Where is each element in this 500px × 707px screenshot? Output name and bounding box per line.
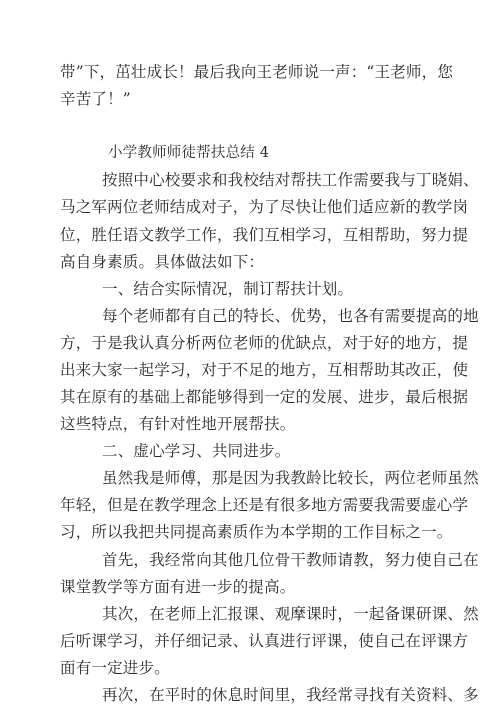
body-line-15: 首先，我经常向其他几位骨干教师请教，努力使自己在 xyxy=(102,551,479,569)
intro-line-2: 辛苦了！” xyxy=(60,90,131,108)
body-line-7: 方，于是我认真分析两位老师的优缺点，对于好的地方，提 xyxy=(60,334,469,352)
body-line-20: 再次，在平时的休息时间里，我经常寻找有关资料、多 xyxy=(102,686,479,704)
body-line-2: 马之军两位老师结成对子，为了尽快让他们适应新的教学岗 xyxy=(60,198,469,216)
body-line-12: 虽然我是师傅，那是因为我教龄比较长，两位老师虽然 xyxy=(102,469,479,487)
section-title: 小学教师师徒帮扶总结 4 xyxy=(108,145,270,161)
body-line-18: 后听课学习，并仔细记录、认真进行评课，使自己在评课方 xyxy=(60,632,469,650)
body-line-10: 这些特点，有针对性地开展帮扶。 xyxy=(60,415,296,433)
body-line-5: 一、结合实际情况，制订帮扶计划。 xyxy=(102,280,354,298)
body-line-14: 习，所以我把共同提高素质作为本学期的工作目标之一。 xyxy=(60,523,453,541)
body-line-8: 出来大家一起学习，对于不足的地方，互相帮助其改正，使 xyxy=(60,361,469,379)
body-line-6: 每个老师都有自己的特长、优势，也各有需要提高的地 xyxy=(102,307,479,325)
body-line-17: 其次，在老师上汇报课、观摩课时，一起备课研课、然 xyxy=(102,605,479,623)
body-line-19: 面有一定进步。 xyxy=(60,659,170,677)
body-line-13: 年轻，但是在教学理念上还是有很多地方需要我需要虚心学 xyxy=(60,496,469,514)
body-line-9: 其在原有的基础上都能够得到一定的发展、进步，最后根据 xyxy=(60,388,469,406)
body-line-4: 高自身素质。具体做法如下： xyxy=(60,253,265,271)
body-line-1: 按照中心校要求和我校结对帮扶工作需要我与丁晓娟、 xyxy=(102,171,479,189)
body-line-16: 课堂教学等方面有进一步的提高。 xyxy=(60,578,296,596)
body-line-11: 二、虚心学习、共同进步。 xyxy=(102,442,291,460)
body-line-3: 位，胜任语文教学工作，我们互相学习，互相帮助，努力提 xyxy=(60,226,469,244)
intro-line-1: 带”下，茁壮成长！最后我向王老师说一声：“王老师，您 xyxy=(60,63,454,81)
